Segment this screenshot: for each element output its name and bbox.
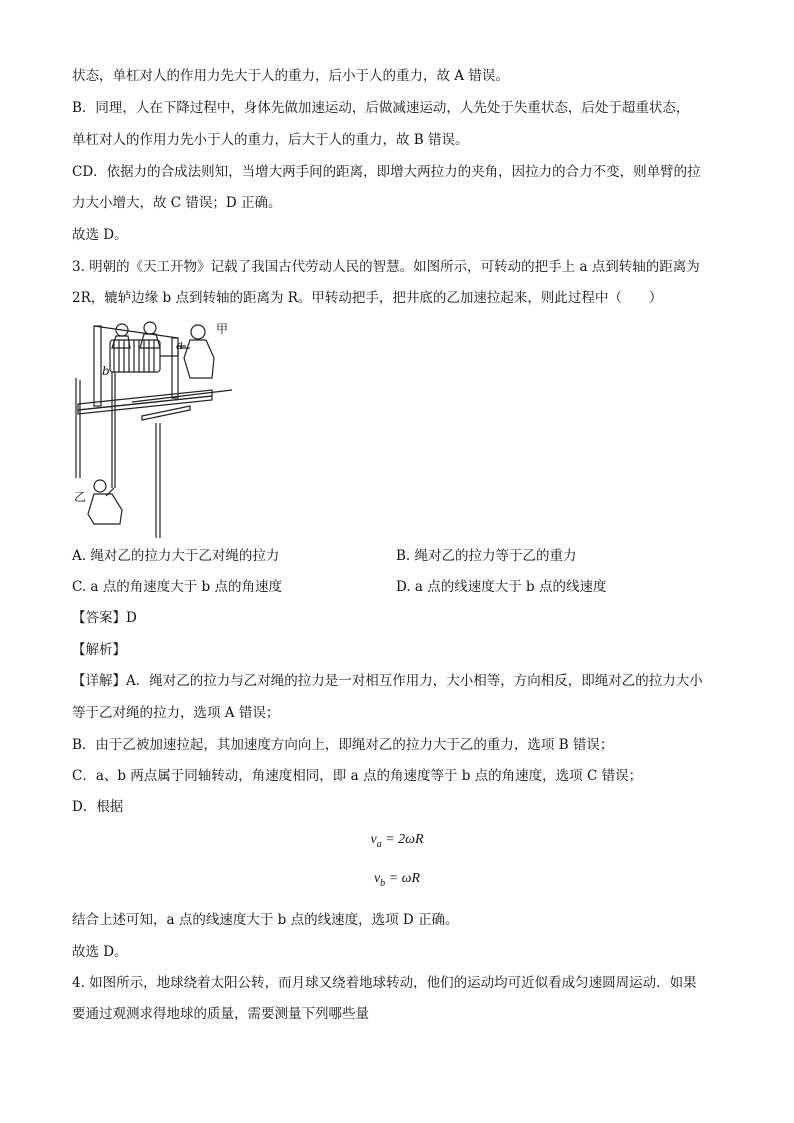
intro-line-1: 状态，单杠对人的作用力先大于人的重力，后小于人的重力，故 A 错误。 bbox=[72, 68, 509, 84]
question-3-line-2: 2R，辘轳边缘 b 点到转轴的距离为 R。甲转动把手，把井底的乙加速拉起来，则此过程中（ ） bbox=[72, 290, 663, 306]
label-jia: 甲 bbox=[216, 322, 229, 336]
analysis-label: 【解析】 bbox=[72, 642, 126, 658]
option-a: A. 绳对乙的拉力大于乙对绳的拉力 bbox=[72, 548, 280, 564]
detail-line-7: 故选 D。 bbox=[72, 944, 128, 960]
detail-line-5: D．根据 bbox=[72, 799, 124, 815]
detail-line-4: C．a、b 两点属于同轴转动，角速度相同，即 a 点的角速度等于 b 点的角速度，选项 C 错误； bbox=[72, 768, 643, 784]
question-4-line-1: 4. 如图所示，地球绕着太阳公转，而月球又绕着地球转动，他们的运动均可近似看成匀速圆周运动．如果 bbox=[72, 975, 697, 991]
intro-line-2: B．同理，人在下降过程中，身体先做加速运动，后做减速运动，人先处于失重状态，后处于超重状态， bbox=[72, 100, 690, 116]
intro-line-6: 故选 D。 bbox=[72, 227, 128, 243]
detail-line-1: 【详解】A．绳对乙的拉力与乙对绳的拉力是一对相互作用力，大小相等，方向相反，即绳对乙的拉力大小 bbox=[72, 673, 703, 689]
label-a: a bbox=[176, 338, 184, 352]
option-d: D. a 点的线速度大于 b 点的线速度 bbox=[396, 579, 607, 595]
intro-line-3: 单杠对人的作用力先小于人的重力，后大于人的重力，故 B 错误。 bbox=[72, 132, 469, 148]
equation-vb: $v_b = \omega R$ bbox=[373, 871, 421, 889]
windlass-drawing bbox=[72, 318, 252, 538]
answer-label: 【答案】D bbox=[72, 610, 137, 626]
detail-line-3: B．由于乙被加速拉起，其加速度方向向上，即绳对乙的拉力大于乙的重力，选项 B 错误； bbox=[72, 737, 614, 753]
question-4-line-2: 要通过观测求得地球的质量，需要测量下列哪些量 bbox=[72, 1006, 369, 1022]
option-b: B. 绳对乙的拉力等于乙的重力 bbox=[396, 548, 577, 564]
label-b: b bbox=[102, 364, 110, 378]
windlass-illustration bbox=[72, 318, 252, 538]
equation-va: $v_a = 2\omega R$ bbox=[370, 832, 424, 850]
option-c: C. a 点的角速度大于 b 点的角速度 bbox=[72, 579, 282, 595]
label-yi: 乙 bbox=[74, 490, 87, 504]
intro-line-5: 力大小增大，故 C 错误；D 正确。 bbox=[72, 195, 282, 211]
question-3-line-1: 3. 明朝的《天工开物》记载了我国古代劳动人民的智慧。如图所示，可转动的把手上 a 点到转轴的距离为 bbox=[72, 259, 700, 275]
detail-line-2: 等于乙对绳的拉力，选项 A 错误； bbox=[72, 705, 280, 721]
detail-line-6: 结合上述可知，a 点的线速度大于 b 点的线速度，选项 D 正确。 bbox=[72, 912, 459, 928]
intro-line-4: CD．依据力的合成法则知，当增大两手间的距离，即增大两拉力的夹角，因拉力的合力不变，则单臂的拉 bbox=[72, 164, 701, 180]
